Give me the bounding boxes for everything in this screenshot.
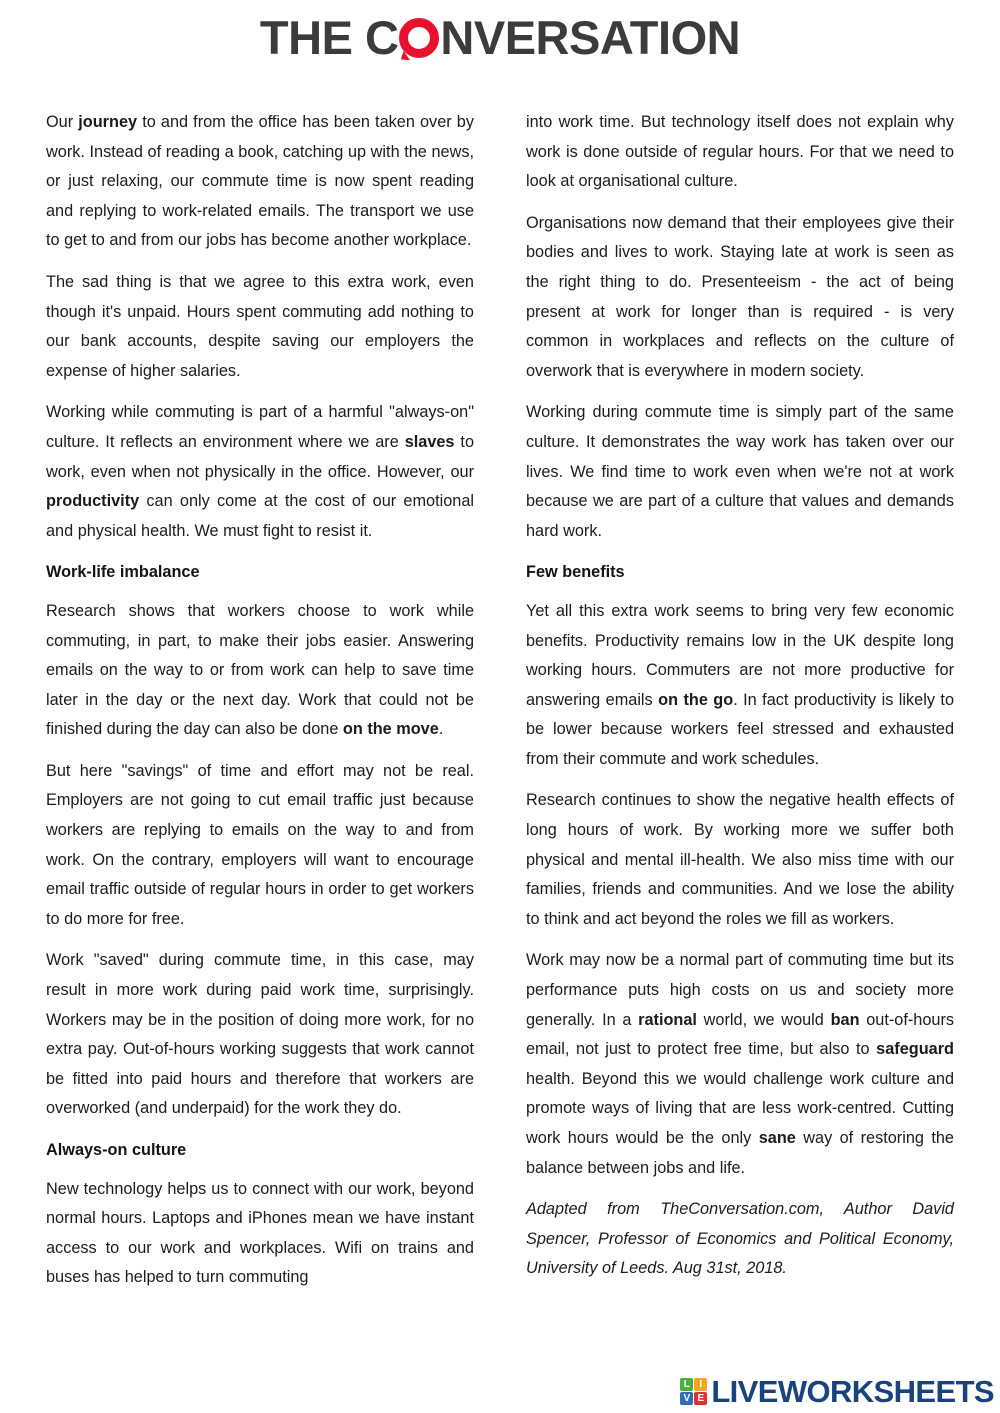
body-paragraph (526, 786, 954, 934)
liveworksheets-wordmark: LIVEWORKSHEETS (711, 1374, 994, 1409)
text-run: to work, even when not physically in the office. However, our (46, 432, 474, 481)
body-paragraph (526, 108, 954, 197)
emphasised-text: safeguard (876, 1040, 954, 1059)
body-paragraph (46, 946, 474, 1124)
emphasised-text: ban (830, 1010, 860, 1029)
text-run: Work may now be a normal part of commuting time but its performance puts high costs on us and society more generally. In a (526, 951, 954, 1029)
logo-text-suffix: NVERSATION (440, 11, 741, 64)
emphasised-text: on the go (658, 690, 734, 709)
emphasised-text: productivity (46, 492, 140, 511)
text-run: But here "savings" of time and effort may not be real. Employers are not going to cut email traffic just because workers are replying to emails on the way to and from work. On the contrary, employers will want to encourage email traffic outside of regular hours in order to get workers to do more for free. (46, 761, 474, 928)
text-run: Organisations now demand that their employees give their bodies and lives to work. Staying late at work is seen as the right thing to do. Presenteeism - the act of being present at work for longer than is required - is very common in workplaces and reflects on the culture of overwork that is everywhere in modern society. (526, 213, 954, 380)
the-conversation-logo (259, 11, 741, 64)
liveworksheets-tile-i: I (694, 1378, 707, 1391)
text-run: Yet all this extra work seems to bring very few economic benefits. Productivity remains low in the UK despite long working hours. Commuters are not more productive for answering emails (526, 601, 954, 709)
text-run: out-of-hours email, not just to protect free time, but also to (526, 1010, 955, 1059)
text-run: world, we would (696, 1010, 831, 1029)
logo-text-prefix: THE C (259, 11, 399, 64)
body-paragraph (46, 108, 474, 256)
text-run: Research continues to show the negative health effects of long hours of work. By working more we suffer both physical and mental ill-health. We also miss time with our families, friends and communities. And we lose the ability to think and act beyond the roles we fill as workers. (526, 791, 954, 928)
article-body (46, 108, 954, 1305)
article-left-column (46, 108, 474, 1305)
body-paragraph (46, 757, 474, 935)
text-run: Our (46, 113, 79, 131)
text-run: health. Beyond this we would challenge work culture and promote ways of living that are less work-centred. Cutting work hours would be the only (526, 1069, 954, 1147)
text-run: Adapted from TheConversation.com, Author David Spencer, Professor of Economics and Political Economy, University of Leeds. Aug 31st, 2018. (526, 1200, 954, 1278)
liveworksheets-tile-v: V (680, 1392, 693, 1405)
body-paragraph (46, 597, 474, 745)
body-paragraph (46, 398, 474, 546)
liveworksheets-tile-l: L (680, 1378, 693, 1391)
speech-bubble-o-icon (399, 18, 439, 58)
masthead (0, 0, 1000, 64)
liveworksheets-tile-e: E (694, 1392, 707, 1405)
text-run: into work time. But technology itself does not explain why work is done outside of regular hours. For that we need to look at organisational culture. (526, 113, 954, 191)
body-paragraph (526, 946, 954, 1183)
text-run: Working while commuting is part of a harmful "always-on" culture. It reflects an environment where we are (46, 403, 474, 451)
text-run: Working during commute time is simply part of the same culture. It demonstrates the way work has taken over our lives. We find time to work even when we're not at work because we are part of a culture that values and demands hard work. (526, 403, 954, 540)
emphasised-text: sane (758, 1129, 796, 1147)
section-heading: Always-on culture (46, 1141, 187, 1159)
body-paragraph (526, 597, 954, 775)
article-right-column (526, 108, 954, 1305)
text-run: . In fact productivity is likely to be lower because workers feel stressed and exhausted from their commute and work schedules. (526, 690, 955, 768)
emphasised-text: on the move (342, 720, 439, 739)
body-paragraph (46, 1175, 474, 1293)
text-run: Work "saved" during commute time, in this case, may result in more work during paid work time, surprisingly. Workers may be in the position of doing more work, for no extra pay. Out-of-hours working suggests that work cannot be fitted into paid hours and therefore that workers are overworked (and underpaid) for the work they do. (46, 951, 474, 1118)
text-run: to and from the office has been taken over by work. Instead of reading a book, catching up with the news, or just relaxing, our commute time is now spent reading and replying to work-related emails. The transport we use to get to and from our jobs has become another workplace. (46, 113, 474, 250)
body-paragraph (526, 398, 954, 546)
text-run: New technology helps us to connect with our work, beyond normal hours. Laptops and iPhones mean we have instant access to our work and workplaces. Wifi on trains and buses has helped to turn commuting (46, 1179, 474, 1287)
text-run: The sad thing is that we agree to this extra work, even though it's unpaid. Hours spent commuting add nothing to our bank accounts, despite saving our employers the expense of higher salaries. (46, 272, 474, 380)
liveworksheets-logo (680, 1376, 994, 1407)
text-run: way of restoring the balance between jobs and life. (526, 1129, 954, 1177)
text-run: . (438, 720, 444, 739)
section-heading: Few benefits (526, 563, 625, 582)
section-heading: Work-life imbalance (46, 563, 200, 582)
source-attribution (526, 1195, 954, 1284)
text-run: can only come at the cost of our emotional and physical health. We must fight to resist it. (46, 492, 474, 540)
emphasised-text: journey (78, 113, 138, 131)
liveworksheets-tiles-icon (680, 1378, 707, 1405)
body-paragraph (46, 268, 474, 386)
body-paragraph (526, 209, 954, 387)
emphasised-text: slaves (404, 432, 455, 451)
emphasised-text: rational (638, 1010, 697, 1029)
text-run: Research shows that workers choose to work while commuting, in part, to make their jobs easier. Answering emails on the way to or from work can help to save time later in the day or the next day. Work that could not be finished during the day can also be done (46, 601, 474, 739)
